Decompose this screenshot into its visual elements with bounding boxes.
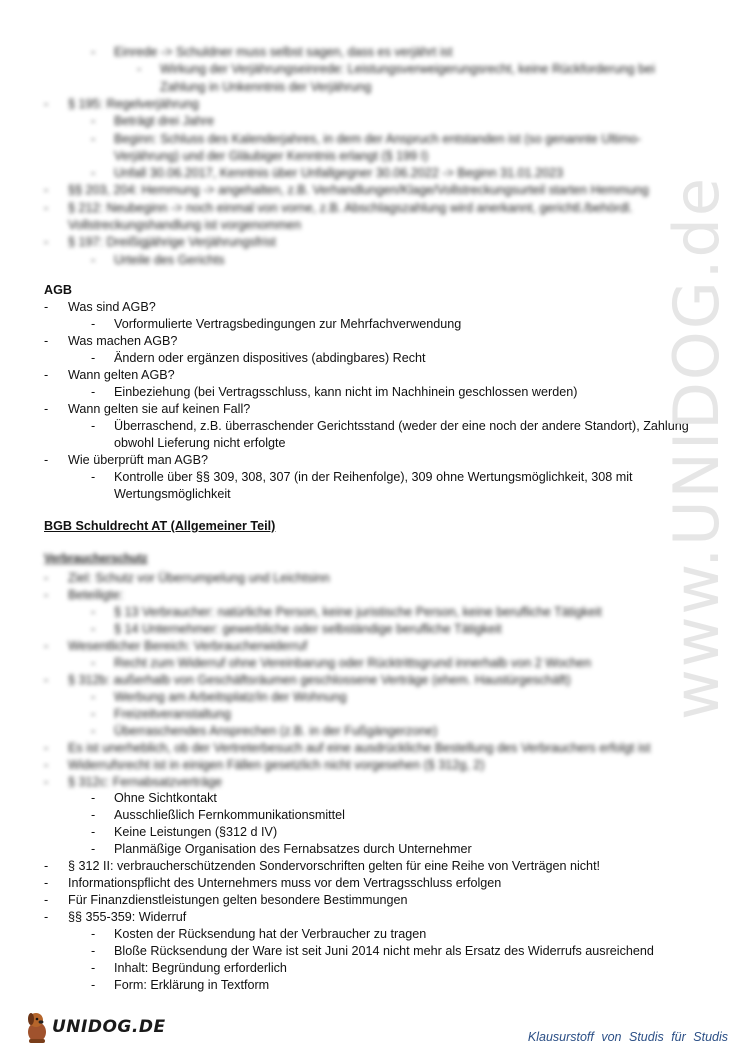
bgb-heading: BGB Schuldrecht AT (Allgemeiner Teil)	[44, 519, 276, 533]
list-item-text: Was sind AGB?	[68, 300, 156, 314]
bullet-dash: -	[44, 893, 49, 907]
list-item-text: § 195: Regelverjährung	[68, 96, 199, 111]
list-item-text: Was machen AGB?	[68, 334, 178, 348]
bullet-dash: -	[91, 470, 96, 484]
list-item-text: §§ 203, 204: Hemmung -> angehalten, z.B. Verhandlungen/Klage/Vollstreckungsurteil starten Hemmung	[68, 183, 649, 198]
dog-logo-icon	[24, 1010, 50, 1044]
list-item-text: Für Finanzdienstleistungen gelten besondere Bestimmungen	[68, 893, 408, 907]
bullet-dash: -	[137, 62, 142, 77]
watermark: www.UNIDOG.de	[660, 176, 733, 720]
list-item-text: Verjährung) und der Gläubiger Kenntnis erlangt (§ 199 I)	[114, 148, 429, 163]
list-item-text: Vorformulierte Vertragsbedingungen zur Mehrfachverwendung	[114, 317, 462, 331]
list-item-text: Widerrufsrecht ist in einigen Fällen gesetzlich nicht vorgesehen (§ 312g, 2)	[68, 758, 485, 772]
bullet-dash: -	[44, 673, 49, 687]
list-item-text: Form: Erklärung in Textform	[114, 978, 270, 992]
list-item-text: Wesentlicher Bereich: Verbraucherwiderruf	[68, 639, 308, 653]
bullet-dash: -	[44, 910, 49, 924]
list-item-text: Wie überprüft man AGB?	[68, 453, 208, 467]
list-item-text: Planmäßige Organisation des Fernabsatzes durch Unternehmer	[114, 842, 472, 856]
footer-brand: UNIDOG.DE	[52, 1017, 166, 1037]
bullet-dash: -	[91, 927, 96, 941]
list-item-text: Freizeitveranstaltung	[114, 707, 231, 721]
bullet-dash: -	[44, 235, 49, 250]
list-item-text: Ziel: Schutz vor Überrumpelung und Leichtsinn	[68, 571, 330, 585]
list-item-text: Bloße Rücksendung der Ware ist seit Juni 2014 nicht mehr als Ersatz des Widerrufs ausreichend	[114, 944, 654, 958]
bullet-dash: -	[44, 96, 49, 111]
list-item-text: Inhalt: Begründung erforderlich	[114, 961, 287, 975]
list-item-text: § 197: Dreißigjährige Verjährungsfrist	[68, 235, 276, 250]
bullet-dash: -	[44, 402, 49, 416]
list-item-text: Wann gelten sie auf keinen Fall?	[68, 402, 251, 416]
list-item-text: Wertungsmöglichkeit	[114, 487, 231, 501]
bullet-dash: -	[44, 200, 49, 215]
list-item-text: §§ 355-359: Widerruf	[68, 910, 187, 924]
bullet-dash: -	[91, 978, 96, 992]
list-item-text: § 312b: außerhalb von Geschäftsräumen geschlossene Verträge (ehem. Haustürgeschäft)	[68, 673, 571, 687]
list-item-text: Kontrolle über §§ 309, 308, 307 (in der Reihenfolge), 309 ohne Wertungsmöglichkeit, 308 mit	[114, 470, 633, 484]
list-item-text: Einbeziehung (bei Vertragsschluss, kann nicht im Nachhinein geschlossen werden)	[114, 385, 578, 399]
bullet-dash: -	[44, 588, 49, 602]
list-item-text: Es ist unerheblich, ob der Vertreterbesuch auf eine ausdrückliche Bestellung des Verbrauchers erfolgt ist	[68, 741, 651, 755]
list-item-text: § 312c: Fernabsatzverträge	[68, 775, 223, 789]
list-item-text: Zahlung in Unkenntnis der Verjährung	[160, 79, 372, 94]
list-item-text: Beginn: Schluss des Kalenderjahres, in dem der Anspruch entstanden ist (so genannte Ultimo-	[114, 131, 642, 146]
bullet-dash: -	[91, 45, 96, 59]
bullet-dash: -	[91, 690, 96, 704]
bullet-dash: -	[91, 622, 96, 636]
list-item-text: Wirkung der Verjährungseinrede: Leistungsverweigerungsrecht, keine Rückforderung bei	[160, 62, 655, 77]
footer-tagline: Klausurstoff von Studis für Studis	[527, 1030, 728, 1044]
list-item-text: Ohne Sichtkontakt	[114, 791, 217, 805]
list-item-text: obwohl Lieferung nicht erfolgte	[114, 436, 286, 450]
bullet-dash: -	[91, 656, 96, 670]
bullet-dash: -	[44, 453, 49, 467]
list-item-text: Urteile des Gerichts	[114, 252, 225, 267]
bullet-dash: -	[44, 368, 49, 382]
bullet-dash: -	[91, 825, 96, 839]
bullet-dash: -	[91, 961, 96, 975]
list-item-text: Ändern oder ergänzen dispositives (abdingbares) Recht	[114, 351, 426, 365]
bullet-dash: -	[91, 252, 96, 267]
list-item-text: § 13 Verbraucher: natürliche Person, keine juristische Person, keine berufliche Tätigkeit	[114, 605, 602, 619]
bullet-dash: -	[44, 334, 49, 348]
list-item-text: Ausschließlich Fernkommunikationsmittel	[114, 808, 345, 822]
bullet-dash: -	[91, 317, 96, 331]
list-item-text: Überraschend, z.B. überraschender Gerichtsstand (weder der eine noch der andere Standort), Zahlung	[114, 419, 689, 433]
bullet-dash: -	[91, 605, 96, 619]
bullet-dash: -	[91, 114, 96, 129]
list-item-text: Unfall 30.06.2017, Kenntnis über Unfallgegner 30.06.2022 -> Beginn 31.01.2023	[114, 166, 564, 181]
bullet-dash: -	[44, 859, 49, 873]
list-item-text: Vollstreckungshandlung ist vorgenommen	[68, 218, 302, 232]
list-item-text: Beträgt drei Jahre	[114, 114, 215, 129]
bullet-dash: -	[91, 385, 96, 399]
list-item-text: Wann gelten AGB?	[68, 368, 175, 382]
bullet-dash: -	[44, 183, 49, 198]
bullet-dash: -	[44, 775, 49, 789]
bullet-dash: -	[91, 944, 96, 958]
list-item-text: § 212: Neubeginn -> noch einmal von vorne, z.B. Abschlagszahlung wird anerkannt, gerichtl./behördl.	[68, 200, 633, 215]
list-item-text: Informationspflicht des Unternehmers muss vor dem Vertragsschluss erfolgen	[68, 876, 502, 890]
bullet-dash: -	[91, 351, 96, 365]
list-item-text: § 14 Unternehmer: gewerbliche oder selbständige berufliche Tätigkeit	[114, 622, 502, 636]
bullet-dash: -	[91, 791, 96, 805]
bullet-dash: -	[44, 639, 49, 653]
list-item-text: Werbung am Arbeitsplatz/in der Wohnung	[114, 690, 347, 704]
list-item-text: Überraschendes Ansprechen (z.B. in der Fußgängerzone)	[114, 724, 438, 738]
bullet-dash: -	[91, 419, 96, 433]
bullet-dash: -	[44, 741, 49, 755]
bullet-dash: -	[91, 842, 96, 856]
verbraucherschutz-subheading: Verbraucherschutz	[44, 553, 148, 565]
bullet-dash: -	[91, 166, 96, 181]
bullet-dash: -	[44, 758, 49, 772]
bullet-dash: -	[91, 724, 96, 738]
footer-logo	[24, 1010, 166, 1044]
bullet-dash: -	[91, 131, 96, 146]
list-item-text: Einrede -> Schuldner muss selbst sagen, dass es verjährt ist	[114, 45, 453, 59]
bullet-dash: -	[44, 300, 49, 314]
bullet-dash: -	[44, 876, 49, 890]
bullet-dash: -	[44, 571, 49, 585]
list-item-text: Recht zum Widerruf ohne Vereinbarung oder Rücktrittsgrund innerhalb von 2 Wochen	[114, 656, 592, 670]
agb-heading: AGB	[44, 283, 72, 297]
list-item-text: § 312 II: verbraucherschützenden Sondervorschriften gelten für eine Reihe von Verträgen nicht!	[68, 859, 601, 873]
list-item-text: Beteiligte:	[68, 588, 124, 602]
list-item-text: Kosten der Rücksendung hat der Verbraucher zu tragen	[114, 927, 427, 941]
bullet-dash: -	[91, 707, 96, 721]
bullet-dash: -	[91, 808, 96, 822]
list-item-text: Keine Leistungen (§312 d IV)	[114, 825, 278, 839]
